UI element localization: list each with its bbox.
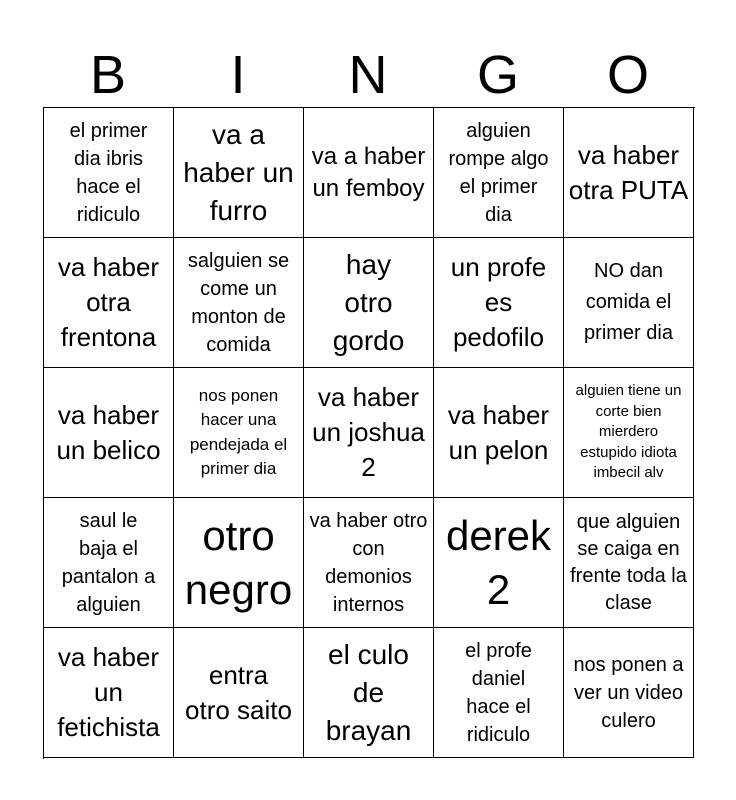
bingo-cell[interactable] — [434, 238, 564, 368]
bingo-cell[interactable] — [174, 498, 304, 628]
cell-text: que alguien se caiga en frente toda la clase — [570, 510, 687, 614]
bingo-cell[interactable] — [564, 238, 694, 368]
header-letter-g: G — [476, 45, 519, 105]
bingo-cell[interactable] — [44, 628, 174, 758]
bingo-cell[interactable] — [174, 368, 304, 498]
header-letter-b: B — [89, 45, 127, 105]
cell-text: va haber otra frentona — [57, 252, 160, 352]
bingo-cell[interactable] — [44, 108, 174, 238]
cell-text: derek 2 — [445, 511, 552, 613]
bingo-cell[interactable] — [174, 238, 304, 368]
bingo-cell[interactable] — [304, 368, 434, 498]
bingo-cell[interactable] — [564, 628, 694, 758]
cell-text: el profe daniel hace el ridiculo — [465, 639, 532, 746]
cell-text: va haber un pelon — [447, 399, 550, 465]
cell-text: va haber otra PUTA — [568, 139, 689, 205]
cell-text: nos ponen hacer una pendejada el primer dia — [189, 385, 288, 478]
cell-text: un profe es pedofilo — [450, 252, 547, 352]
cell-text: alguien tiene un corte bien mierdero estupido idiota imbecil alv — [575, 382, 682, 482]
header-letter-o: O — [606, 45, 649, 105]
bingo-cell[interactable] — [304, 628, 434, 758]
bingo-cell[interactable] — [44, 368, 174, 498]
cell-text: va haber un fetichista — [57, 642, 160, 742]
bingo-cell[interactable] — [304, 238, 434, 368]
bingo-cell[interactable] — [304, 498, 434, 628]
cell-text: va haber otro con demonios internos — [309, 509, 428, 616]
bingo-cell[interactable] — [44, 498, 174, 628]
bingo-grid — [43, 107, 695, 759]
cell-text: alguien rompe algo el primer dia — [448, 119, 549, 226]
cell-text: va haber un belico — [56, 399, 161, 465]
bingo-cell[interactable] — [564, 368, 694, 498]
header-letter-n: N — [348, 45, 388, 105]
bingo-cell[interactable] — [304, 108, 434, 238]
bingo-cell[interactable] — [174, 108, 304, 238]
cell-text: saul le baja el pantalon a alguien — [61, 509, 156, 616]
bingo-cell[interactable] — [564, 498, 694, 628]
cell-text: hay otro gordo — [332, 248, 405, 356]
cell-text: nos ponen a ver un video culero — [573, 653, 684, 732]
header-letter-i: I — [230, 45, 246, 105]
bingo-cell[interactable] — [564, 108, 694, 238]
cell-text: va a haber un femboy — [311, 142, 426, 202]
bingo-cell[interactable] — [434, 498, 564, 628]
cell-text: NO dan comida el primer dia — [584, 260, 673, 344]
cell-text: va haber un joshua 2 — [312, 382, 425, 482]
cell-text: otro negro — [184, 511, 293, 613]
bingo-cell[interactable] — [434, 628, 564, 758]
bingo-cell[interactable] — [434, 368, 564, 498]
bingo-cell[interactable] — [434, 108, 564, 238]
cell-text: salguien se come un monton de comida — [187, 249, 290, 356]
bingo-header — [43, 44, 693, 106]
cell-text: el culo de brayan — [325, 638, 412, 746]
cell-text: el primer dia ibris hace el ridiculo — [69, 119, 148, 226]
bingo-cell[interactable] — [44, 238, 174, 368]
bingo-cell[interactable] — [174, 628, 304, 758]
cell-text: va a haber un furro — [183, 118, 294, 226]
cell-text: entra otro saito — [185, 659, 292, 725]
